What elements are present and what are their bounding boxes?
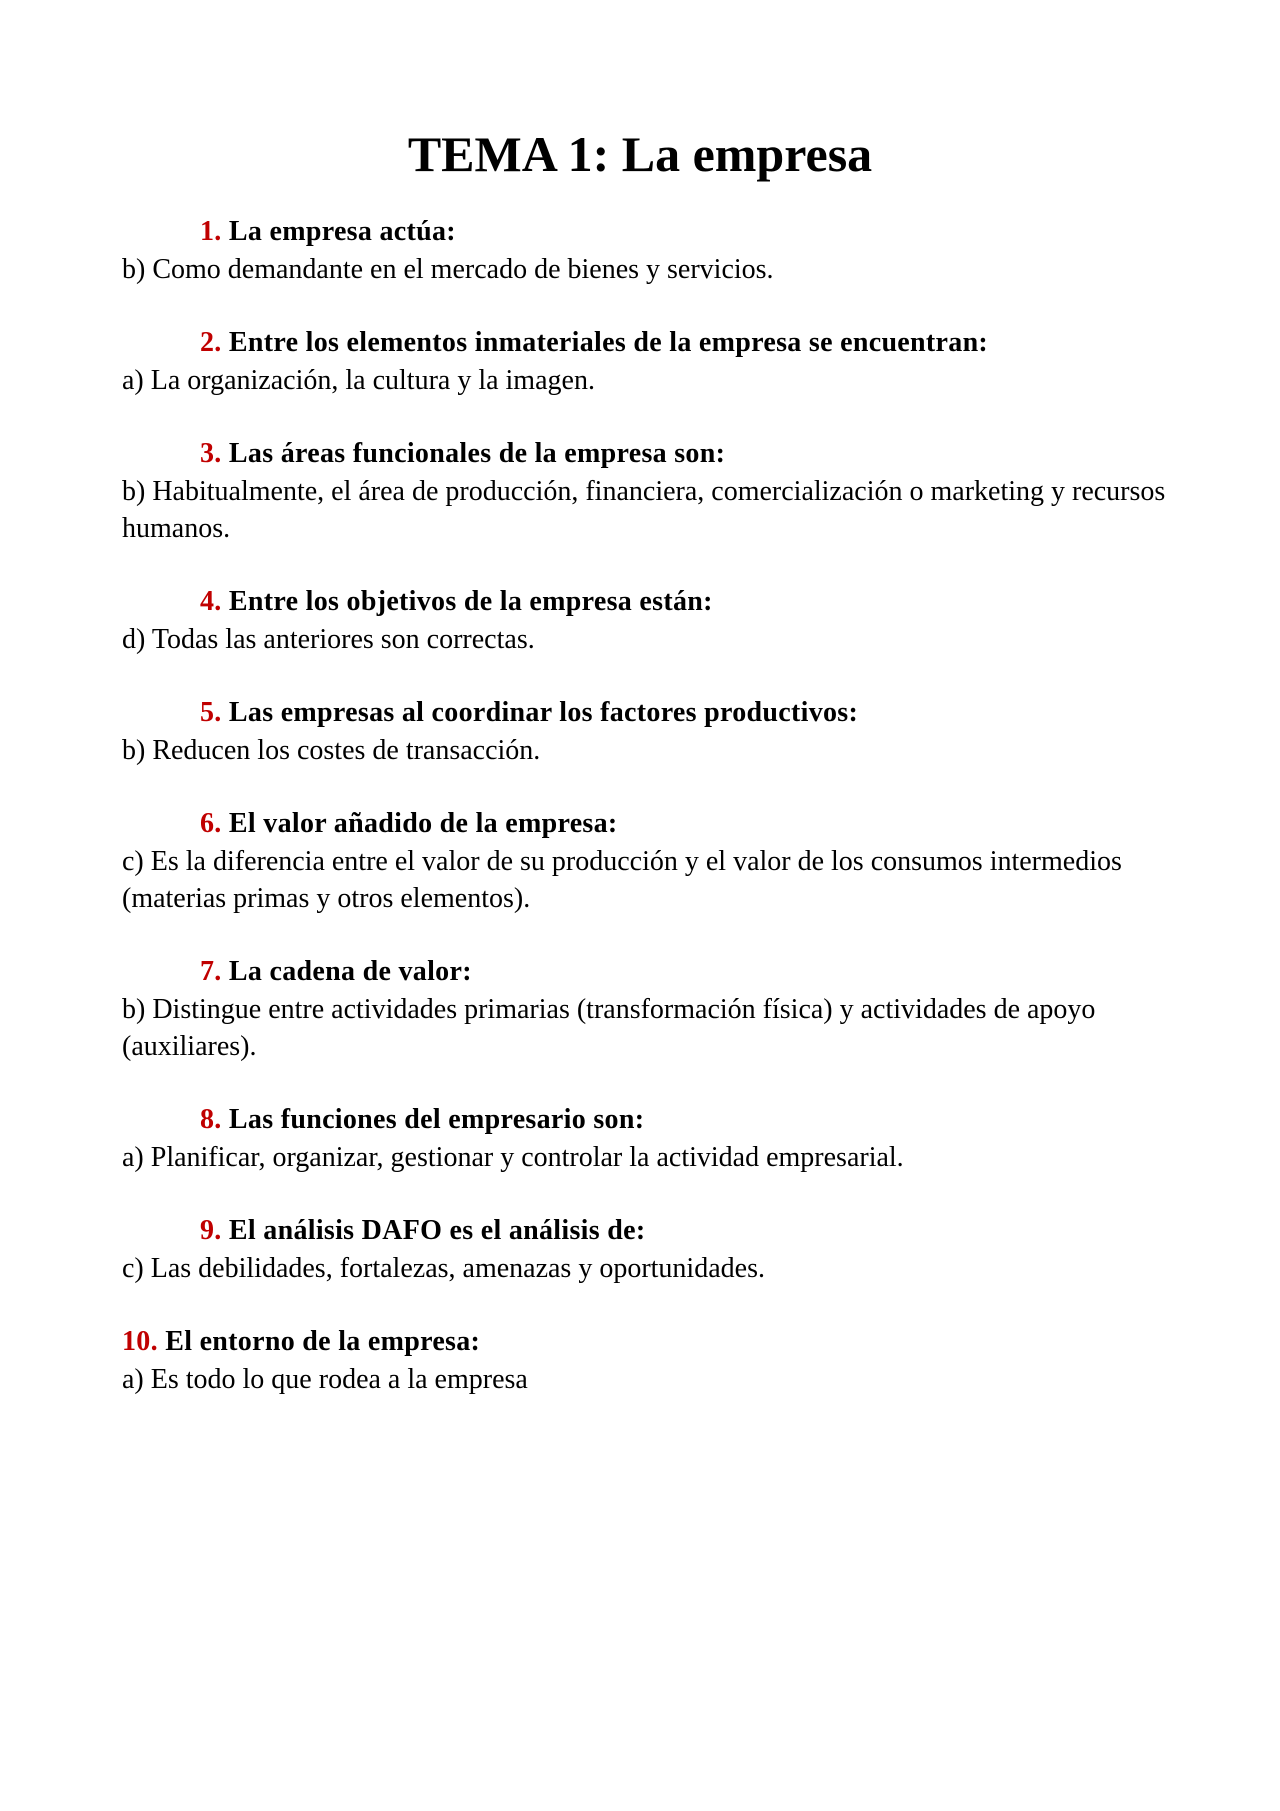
question-number: 7. <box>200 956 222 987</box>
answer-text: c) Es la diferencia entre el valor de su producción y el valor de los consumos intermedios (materias primas y otros elementos). <box>122 846 1122 914</box>
question-text <box>122 1323 1172 1361</box>
question-number: 6. <box>200 808 222 839</box>
question-number: 8. <box>200 1104 222 1135</box>
question-text <box>122 324 1172 362</box>
question-label: Las empresas al coordinar los factores productivos: <box>228 697 859 728</box>
question-label: Entre los objetivos de la empresa están: <box>228 586 713 617</box>
question-label: El valor añadido de la empresa: <box>228 808 618 839</box>
question-number: 2. <box>200 327 222 358</box>
question-number: 1. <box>200 216 222 247</box>
answer-text: a) Es todo lo que rodea a la empresa <box>122 1364 528 1395</box>
question-text <box>122 435 1172 473</box>
question-number: 9. <box>200 1215 222 1246</box>
question-text <box>122 1101 1172 1139</box>
question-text <box>122 805 1172 843</box>
answer-text: b) Como demandante en el mercado de bienes y servicios. <box>122 254 774 285</box>
question-item-6 <box>122 805 1172 917</box>
answer-text: d) Todas las anteriores son correctas. <box>122 624 535 655</box>
question-label: Las áreas funcionales de la empresa son: <box>228 438 726 469</box>
question-label: El entorno de la empresa: <box>165 1326 481 1357</box>
question-label: La cadena de valor: <box>228 956 472 987</box>
question-item-9 <box>122 1212 1172 1287</box>
question-item-7 <box>122 953 1172 1065</box>
question-list <box>122 213 1172 1434</box>
answer-text: b) Distingue entre actividades primarias (transformación física) y actividades de apoyo (auxiliares). <box>122 994 1096 1062</box>
question-text <box>122 953 1172 991</box>
answer-text: a) La organización, la cultura y la imagen. <box>122 365 595 396</box>
question-label: La empresa actúa: <box>228 216 456 247</box>
question-item-8 <box>122 1101 1172 1176</box>
question-text <box>122 213 1172 251</box>
question-label: El análisis DAFO es el análisis de: <box>228 1215 646 1246</box>
answer-text: c) Las debilidades, fortalezas, amenazas y oportunidades. <box>122 1253 765 1284</box>
question-number: 10. <box>122 1326 158 1357</box>
answer-text: b) Habitualmente, el área de producción, financiera, comercialización o marketing y recursos humanos. <box>122 476 1166 544</box>
question-item-3 <box>122 435 1172 547</box>
question-number: 4. <box>200 586 222 617</box>
question-text <box>122 583 1172 621</box>
question-text <box>122 1212 1172 1250</box>
question-label: Entre los elementos inmateriales de la empresa se encuentran: <box>228 327 989 358</box>
answer-text: a) Planificar, organizar, gestionar y controlar la actividad empresarial. <box>122 1142 904 1173</box>
page-title: TEMA 1: La empresa <box>407 126 873 182</box>
question-label: Las funciones del empresario son: <box>228 1104 645 1135</box>
question-item-10 <box>122 1323 1172 1398</box>
question-item-2 <box>122 324 1172 399</box>
question-number: 3. <box>200 438 222 469</box>
question-item-5 <box>122 694 1172 769</box>
question-item-4 <box>122 583 1172 658</box>
question-text <box>122 694 1172 732</box>
answer-text: b) Reducen los costes de transacción. <box>122 735 541 766</box>
question-number: 5. <box>200 697 222 728</box>
question-item-1 <box>122 213 1172 288</box>
